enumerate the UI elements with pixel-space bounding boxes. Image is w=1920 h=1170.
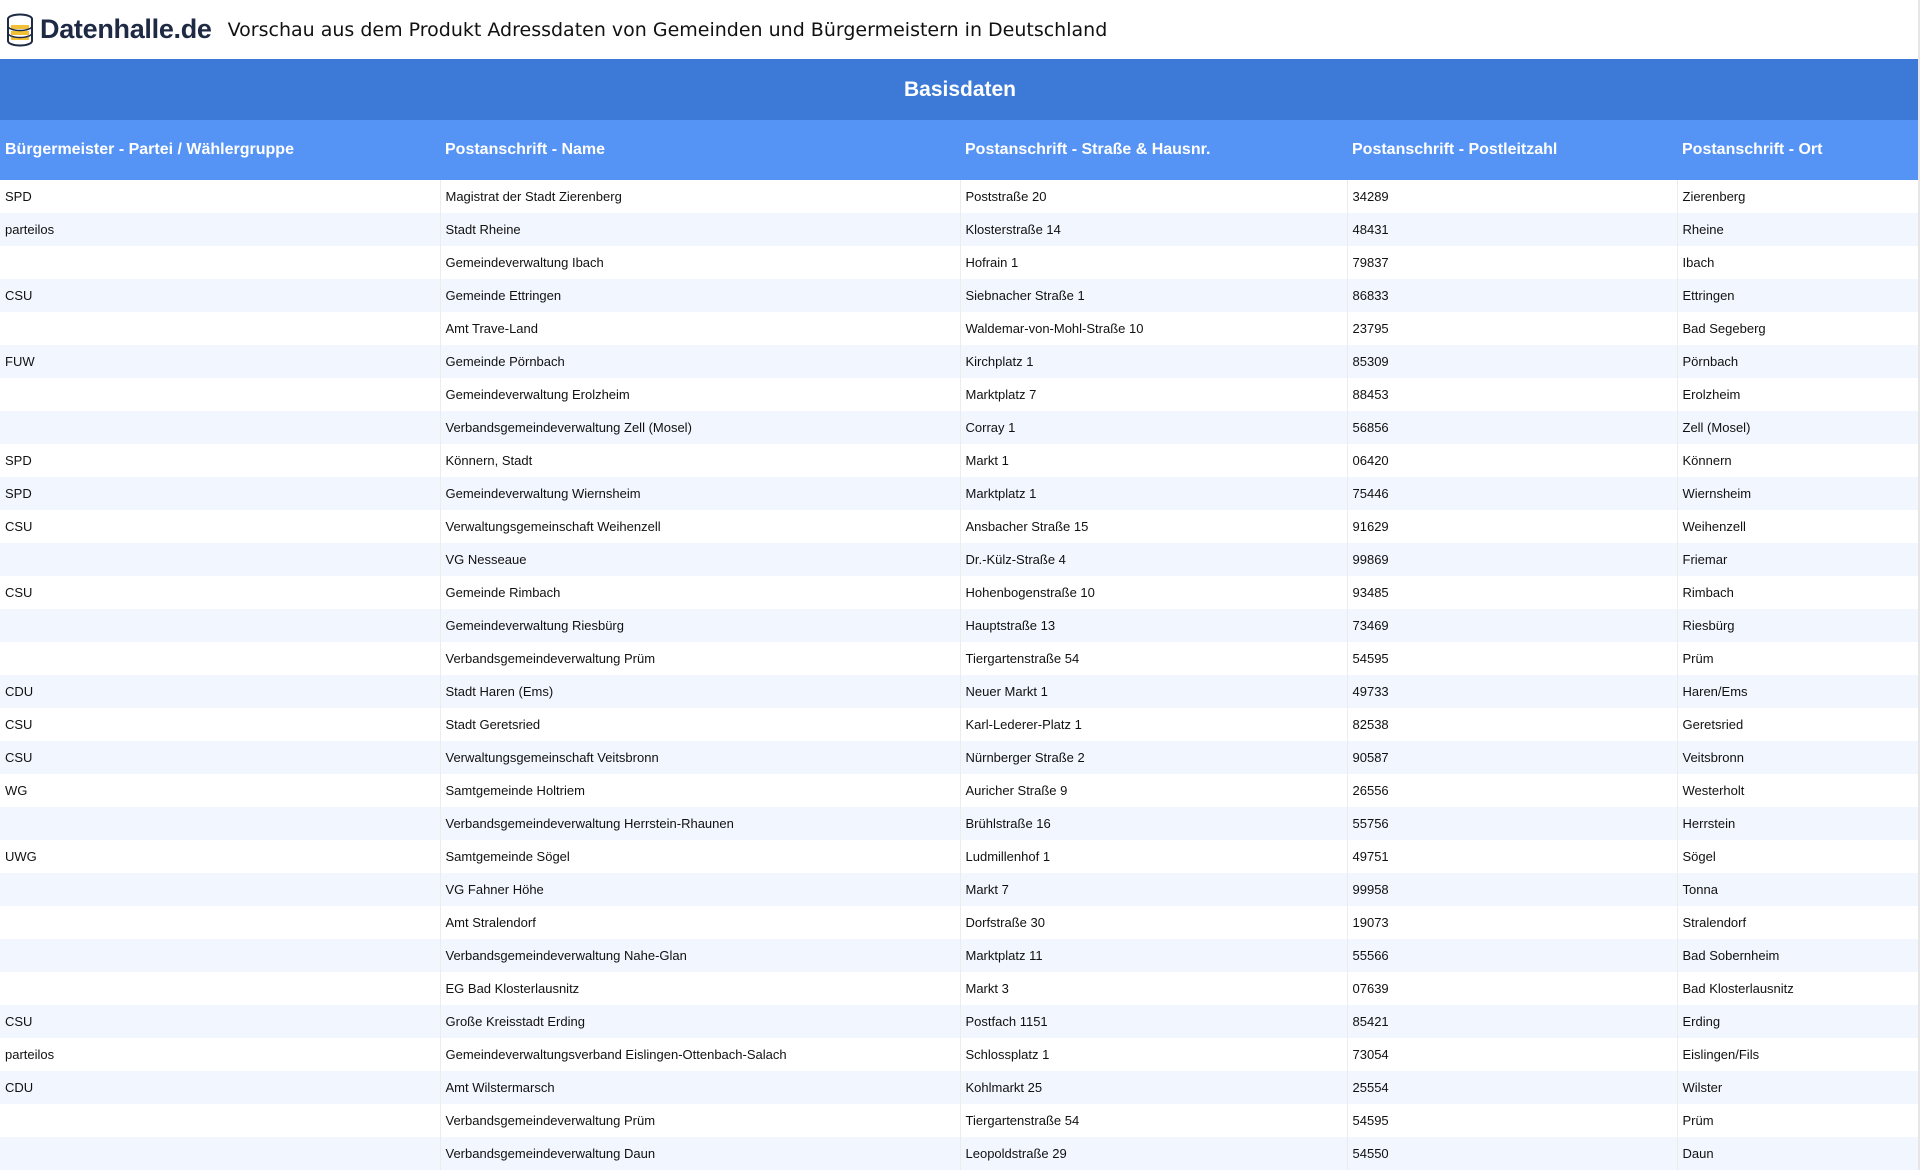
city-cell: Erolzheim <box>1677 378 1920 411</box>
data-table <box>0 120 1920 1170</box>
table-row <box>0 477 1920 510</box>
name-cell: Stadt Rheine <box>440 213 960 246</box>
city-cell: Weihenzell <box>1677 510 1920 543</box>
name-cell: Verbandsgemeindeverwaltung Nahe-Glan <box>440 939 960 972</box>
postal-code-cell: 23795 <box>1347 312 1677 345</box>
street-cell: Hauptstraße 13 <box>960 609 1347 642</box>
city-cell: Eislingen/Fils <box>1677 1038 1920 1071</box>
table-row <box>0 1005 1920 1038</box>
street-cell: Dr.-Külz-Straße 4 <box>960 543 1347 576</box>
party-cell: CDU <box>5 1080 34 1095</box>
name-cell: Gemeindeverwaltung Erolzheim <box>440 378 960 411</box>
name-cell: Könnern, Stadt <box>440 444 960 477</box>
street-cell: Marktplatz 11 <box>960 939 1347 972</box>
database-logo-icon <box>5 13 35 47</box>
party-cell <box>0 807 440 840</box>
city-cell: Haren/Ems <box>1677 675 1920 708</box>
name-cell: EG Bad Klosterlausnitz <box>440 972 960 1005</box>
name-cell: Amt Stralendorf <box>440 906 960 939</box>
city-cell: Bad Sobernheim <box>1677 939 1920 972</box>
table-row <box>0 774 1920 807</box>
name-cell: Gemeindeverwaltung Riesbürg <box>440 609 960 642</box>
postal-code-cell: 82538 <box>1347 708 1677 741</box>
table-row <box>0 840 1920 873</box>
name-cell: Gemeinde Ettringen <box>440 279 960 312</box>
table-row <box>0 972 1920 1005</box>
column-header-party[interactable]: Bürgermeister - Partei / Wählergruppe <box>5 141 294 158</box>
table-row <box>0 708 1920 741</box>
party-cell <box>0 906 440 939</box>
postal-code-cell: 88453 <box>1347 378 1677 411</box>
table-row <box>0 939 1920 972</box>
party-cell <box>0 642 440 675</box>
party-cell: CSU <box>5 288 33 303</box>
section-header <box>0 59 1920 120</box>
street-cell: Brühlstraße 16 <box>960 807 1347 840</box>
name-cell: Amt Trave-Land <box>440 312 960 345</box>
name-cell: Samtgemeinde Holtriem <box>440 774 960 807</box>
postal-code-cell: 34289 <box>1347 180 1677 213</box>
name-cell: Große Kreisstadt Erding <box>440 1005 960 1038</box>
city-cell: Bad Segeberg <box>1677 312 1920 345</box>
table-row <box>0 411 1920 444</box>
party-cell <box>0 543 440 576</box>
party-cell: CDU <box>5 684 34 699</box>
city-cell: Veitsbronn <box>1677 741 1920 774</box>
city-cell: Zell (Mosel) <box>1677 411 1920 444</box>
party-cell <box>0 1137 440 1170</box>
city-cell: Friemar <box>1677 543 1920 576</box>
table-row <box>0 378 1920 411</box>
city-cell: Erding <box>1677 1005 1920 1038</box>
street-cell: Marktplatz 1 <box>960 477 1347 510</box>
city-cell: Geretsried <box>1677 708 1920 741</box>
name-cell: Samtgemeinde Sögel <box>440 840 960 873</box>
table-row <box>0 576 1920 609</box>
party-cell <box>0 1104 440 1137</box>
table-row <box>0 807 1920 840</box>
city-cell: Sögel <box>1677 840 1920 873</box>
street-cell: Marktplatz 7 <box>960 378 1347 411</box>
street-cell: Ansbacher Straße 15 <box>960 510 1347 543</box>
city-cell: Ettringen <box>1677 279 1920 312</box>
city-cell: Prüm <box>1677 642 1920 675</box>
table-row <box>0 675 1920 708</box>
city-cell: Stralendorf <box>1677 906 1920 939</box>
name-cell: Gemeinde Pörnbach <box>440 345 960 378</box>
party-cell <box>0 312 440 345</box>
street-cell: Markt 7 <box>960 873 1347 906</box>
party-cell: CSU <box>5 1014 33 1029</box>
city-cell: Tonna <box>1677 873 1920 906</box>
city-cell: Zierenberg <box>1677 180 1920 213</box>
postal-code-cell: 06420 <box>1347 444 1677 477</box>
party-cell: CSU <box>5 585 33 600</box>
postal-code-cell: 79837 <box>1347 246 1677 279</box>
name-cell: Verbandsgemeindeverwaltung Prüm <box>440 1104 960 1137</box>
street-cell: Hofrain 1 <box>960 246 1347 279</box>
party-cell: FUW <box>5 354 35 369</box>
party-cell <box>0 246 440 279</box>
name-cell: Gemeinde Rimbach <box>440 576 960 609</box>
table-row <box>0 1137 1920 1170</box>
table-row <box>0 873 1920 906</box>
table-row <box>0 246 1920 279</box>
street-cell: Nürnberger Straße 2 <box>960 741 1347 774</box>
name-cell: Gemeindeverwaltung Ibach <box>440 246 960 279</box>
name-cell: Stadt Haren (Ems) <box>440 675 960 708</box>
street-cell: Dorfstraße 30 <box>960 906 1347 939</box>
column-header-postal-code[interactable]: Postanschrift - Postleitzahl <box>1352 141 1558 158</box>
postal-code-cell: 73054 <box>1347 1038 1677 1071</box>
party-cell: parteilos <box>5 222 55 237</box>
city-cell: Pörnbach <box>1677 345 1920 378</box>
section-title: Basisdaten <box>903 77 1017 101</box>
party-cell: CSU <box>5 519 33 534</box>
postal-code-cell: 86833 <box>1347 279 1677 312</box>
postal-code-cell: 25554 <box>1347 1071 1677 1104</box>
name-cell: Stadt Geretsried <box>440 708 960 741</box>
city-cell: Ibach <box>1677 246 1920 279</box>
postal-code-cell: 73469 <box>1347 609 1677 642</box>
postal-code-cell: 75446 <box>1347 477 1677 510</box>
table-header-row <box>0 120 1920 180</box>
postal-code-cell: 99958 <box>1347 873 1677 906</box>
city-cell: Herrstein <box>1677 807 1920 840</box>
postal-code-cell: 54595 <box>1347 1104 1677 1137</box>
street-cell: Markt 1 <box>960 444 1347 477</box>
street-cell: Tiergartenstraße 54 <box>960 642 1347 675</box>
column-header-street[interactable]: Postanschrift - Straße & Hausnr. <box>965 141 1211 158</box>
postal-code-cell: 90587 <box>1347 741 1677 774</box>
street-cell: Leopoldstraße 29 <box>960 1137 1347 1170</box>
street-cell: Neuer Markt 1 <box>960 675 1347 708</box>
column-header-city[interactable]: Postanschrift - Ort <box>1682 141 1823 158</box>
postal-code-cell: 55566 <box>1347 939 1677 972</box>
party-cell: CSU <box>5 717 33 732</box>
name-cell: Amt Wilstermarsch <box>440 1071 960 1104</box>
name-cell: Verbandsgemeindeverwaltung Herrstein-Rhaunen <box>440 807 960 840</box>
postal-code-cell: 91629 <box>1347 510 1677 543</box>
name-cell: Verwaltungsgemeinschaft Weihenzell <box>440 510 960 543</box>
logo-text: Datenhalle.de <box>40 14 212 44</box>
street-cell: Hohenbogenstraße 10 <box>960 576 1347 609</box>
party-cell: SPD <box>5 453 32 468</box>
party-cell <box>0 411 440 444</box>
page-title: Vorschau aus dem Produkt Adressdaten von Gemeinden und Bürgermeistern in Deutschland <box>227 18 1108 41</box>
table-row <box>0 180 1920 213</box>
table-row <box>0 510 1920 543</box>
postal-code-cell: 26556 <box>1347 774 1677 807</box>
name-cell: Verbandsgemeindeverwaltung Daun <box>440 1137 960 1170</box>
party-cell: SPD <box>5 486 32 501</box>
postal-code-cell: 56856 <box>1347 411 1677 444</box>
name-cell: Verbandsgemeindeverwaltung Prüm <box>440 642 960 675</box>
postal-code-cell: 49733 <box>1347 675 1677 708</box>
party-cell <box>0 972 440 1005</box>
street-cell: Kohlmarkt 25 <box>960 1071 1347 1104</box>
street-cell: Siebnacher Straße 1 <box>960 279 1347 312</box>
street-cell: Postfach 1151 <box>960 1005 1347 1038</box>
postal-code-cell: 85309 <box>1347 345 1677 378</box>
postal-code-cell: 93485 <box>1347 576 1677 609</box>
table-row <box>0 279 1920 312</box>
postal-code-cell: 99869 <box>1347 543 1677 576</box>
street-cell: Waldemar-von-Mohl-Straße 10 <box>960 312 1347 345</box>
city-cell: Wiernsheim <box>1677 477 1920 510</box>
city-cell: Rheine <box>1677 213 1920 246</box>
name-cell: Gemeindeverwaltung Wiernsheim <box>440 477 960 510</box>
city-cell: Könnern <box>1677 444 1920 477</box>
street-cell: Corray 1 <box>960 411 1347 444</box>
city-cell: Westerholt <box>1677 774 1920 807</box>
column-header-name[interactable]: Postanschrift - Name <box>445 141 606 158</box>
name-cell: Verwaltungsgemeinschaft Veitsbronn <box>440 741 960 774</box>
postal-code-cell: 54550 <box>1347 1137 1677 1170</box>
street-cell: Poststraße 20 <box>960 180 1347 213</box>
party-cell <box>0 378 440 411</box>
brand-logo[interactable] <box>5 10 212 50</box>
table-row <box>0 1104 1920 1137</box>
name-cell: Gemeindeverwaltungsverband Eislingen-Ottenbach-Salach <box>440 1038 960 1071</box>
party-cell: CSU <box>5 750 33 765</box>
table-row <box>0 741 1920 774</box>
table-row <box>0 312 1920 345</box>
table-row <box>0 906 1920 939</box>
party-cell <box>0 873 440 906</box>
city-cell: Rimbach <box>1677 576 1920 609</box>
party-cell <box>0 939 440 972</box>
party-cell <box>0 609 440 642</box>
postal-code-cell: 07639 <box>1347 972 1677 1005</box>
party-cell: WG <box>5 783 28 798</box>
street-cell: Auricher Straße 9 <box>960 774 1347 807</box>
table-row <box>0 642 1920 675</box>
party-cell: UWG <box>5 849 37 864</box>
postal-code-cell: 48431 <box>1347 213 1677 246</box>
party-cell: SPD <box>5 189 32 204</box>
postal-code-cell: 49751 <box>1347 840 1677 873</box>
name-cell: VG Nesseaue <box>440 543 960 576</box>
street-cell: Tiergartenstraße 54 <box>960 1104 1347 1137</box>
name-cell: Verbandsgemeindeverwaltung Zell (Mosel) <box>440 411 960 444</box>
postal-code-cell: 19073 <box>1347 906 1677 939</box>
street-cell: Markt 3 <box>960 972 1347 1005</box>
top-bar <box>0 0 1920 59</box>
city-cell: Bad Klosterlausnitz <box>1677 972 1920 1005</box>
name-cell: Magistrat der Stadt Zierenberg <box>440 180 960 213</box>
city-cell: Riesbürg <box>1677 609 1920 642</box>
table-row <box>0 543 1920 576</box>
table-body <box>0 180 1920 1170</box>
street-cell: Kirchplatz 1 <box>960 345 1347 378</box>
table-row <box>0 345 1920 378</box>
table-row <box>0 609 1920 642</box>
postal-code-cell: 54595 <box>1347 642 1677 675</box>
city-cell: Prüm <box>1677 1104 1920 1137</box>
street-cell: Ludmillenhof 1 <box>960 840 1347 873</box>
table-row <box>0 444 1920 477</box>
street-cell: Karl-Lederer-Platz 1 <box>960 708 1347 741</box>
party-cell: parteilos <box>5 1047 55 1062</box>
postal-code-cell: 55756 <box>1347 807 1677 840</box>
city-cell: Daun <box>1677 1137 1920 1170</box>
street-cell: Schlossplatz 1 <box>960 1038 1347 1071</box>
table-row <box>0 1038 1920 1071</box>
street-cell: Klosterstraße 14 <box>960 213 1347 246</box>
table-row <box>0 1071 1920 1104</box>
postal-code-cell: 85421 <box>1347 1005 1677 1038</box>
name-cell: VG Fahner Höhe <box>440 873 960 906</box>
city-cell: Wilster <box>1677 1071 1920 1104</box>
table-row <box>0 213 1920 246</box>
